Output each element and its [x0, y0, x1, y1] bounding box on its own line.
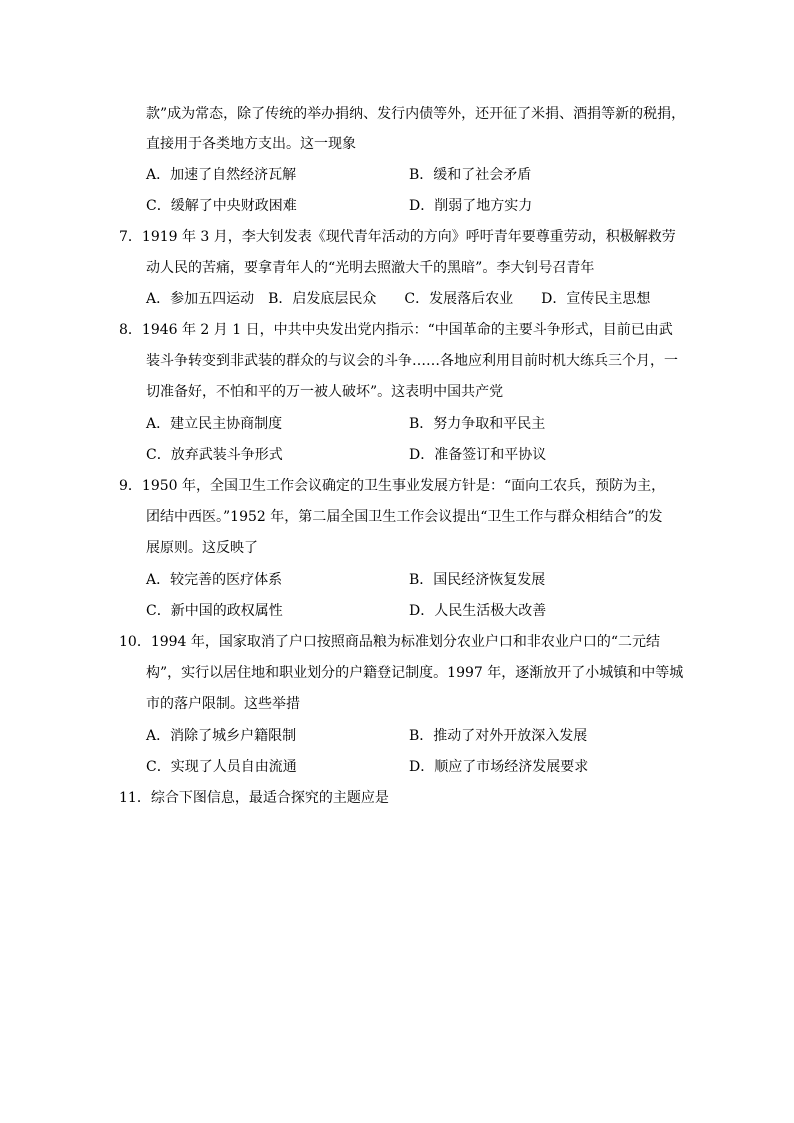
- q10-stem-line-1: 10．1994 年，国家取消了户口按照商品粮为标准划分农业户口和非农业户口的“二元结: [119, 634, 661, 650]
- q8-stem-line-2: 装斗争转变到非武装的群众的与议会的斗争……各地应利用目前时机大练兵三个月，一: [146, 353, 678, 369]
- q6-stem-line-2: 直接用于各类地方支出。这一现象: [146, 136, 356, 152]
- q9-stem-line-2: 团结中西医。”1952 年，第二届全国卫生工作会议提出“卫生工作与群众相结合”的发: [146, 509, 663, 525]
- q6-option-d[interactable]: D．削弱了地方实力: [409, 198, 533, 214]
- q6-option-b[interactable]: B．缓和了社会矛盾: [409, 167, 532, 183]
- q9-option-b[interactable]: B．国民经济恢复发展: [409, 572, 546, 588]
- q6-option-a[interactable]: A．加速了自然经济瓦解: [146, 167, 297, 183]
- q9-option-c[interactable]: C．新中国的政权属性: [146, 603, 283, 619]
- q8-option-c[interactable]: C．放弃武装斗争形式: [146, 447, 283, 463]
- q10-stem-line-3: 市的落户限制。这些举措: [146, 696, 300, 712]
- q8-stem-line-1: 8．1946 年 2 月 1 日，中共中央发出党内指示：“中国革命的主要斗争形式，目前已由武: [119, 322, 673, 338]
- q7-stem-line-2: 动人民的苦痛，要拿青年人的“光明去照澈大千的黑暗”。李大钊号召青年: [146, 260, 595, 276]
- q9-stem-line-3: 展原则。这反映了: [146, 540, 258, 556]
- q7-options[interactable]: A．参加五四运动 B．启发底层民众 C．发展落后农业 D．宣传民主思想: [146, 291, 651, 307]
- q9-stem-line-1: 9．1950 年，全国卫生工作会议确定的卫生事业发展方针是：“面向工农兵，预防为主，: [119, 478, 666, 494]
- q9-option-d[interactable]: D．人民生活极大改善: [409, 603, 547, 619]
- q10-option-b[interactable]: B．推动了对外开放深入发展: [409, 728, 588, 744]
- q10-stem-line-2: 构”，实行以居住地和职业划分的户籍登记制度。1997 年，逐渐放开了小城镇和中等城: [146, 665, 684, 681]
- q6-stem-line-1: 款”成为常态，除了传统的举办捐纳、发行内债等外，还开征了米捐、酒捐等新的税捐，: [146, 106, 686, 122]
- q9-option-a[interactable]: A．较完善的医疗体系: [146, 572, 283, 588]
- q10-option-c[interactable]: C．实现了人员自由流通: [146, 759, 297, 775]
- q7-stem-line-1: 7．1919 年 3 月，李大钊发表《现代青年活动的方向》呼吁青年要尊重劳动，积极解救劳: [119, 229, 676, 245]
- q8-option-a[interactable]: A．建立民主协商制度: [146, 416, 283, 432]
- q10-option-a[interactable]: A．消除了城乡户籍限制: [146, 728, 297, 744]
- q8-option-b[interactable]: B．努力争取和平民主: [409, 416, 546, 432]
- q8-stem-line-3: 切准备好，不怕和平的万一被人破坏”。这表明中国共产党: [146, 384, 504, 400]
- q11-stem-line-1: 11．综合下图信息，最适合探究的主题应是: [119, 790, 389, 806]
- q6-option-c[interactable]: C．缓解了中央财政困难: [146, 198, 297, 214]
- q8-option-d[interactable]: D．准备签订和平协议: [409, 447, 547, 463]
- q10-option-d[interactable]: D．顺应了市场经济发展要求: [409, 759, 589, 775]
